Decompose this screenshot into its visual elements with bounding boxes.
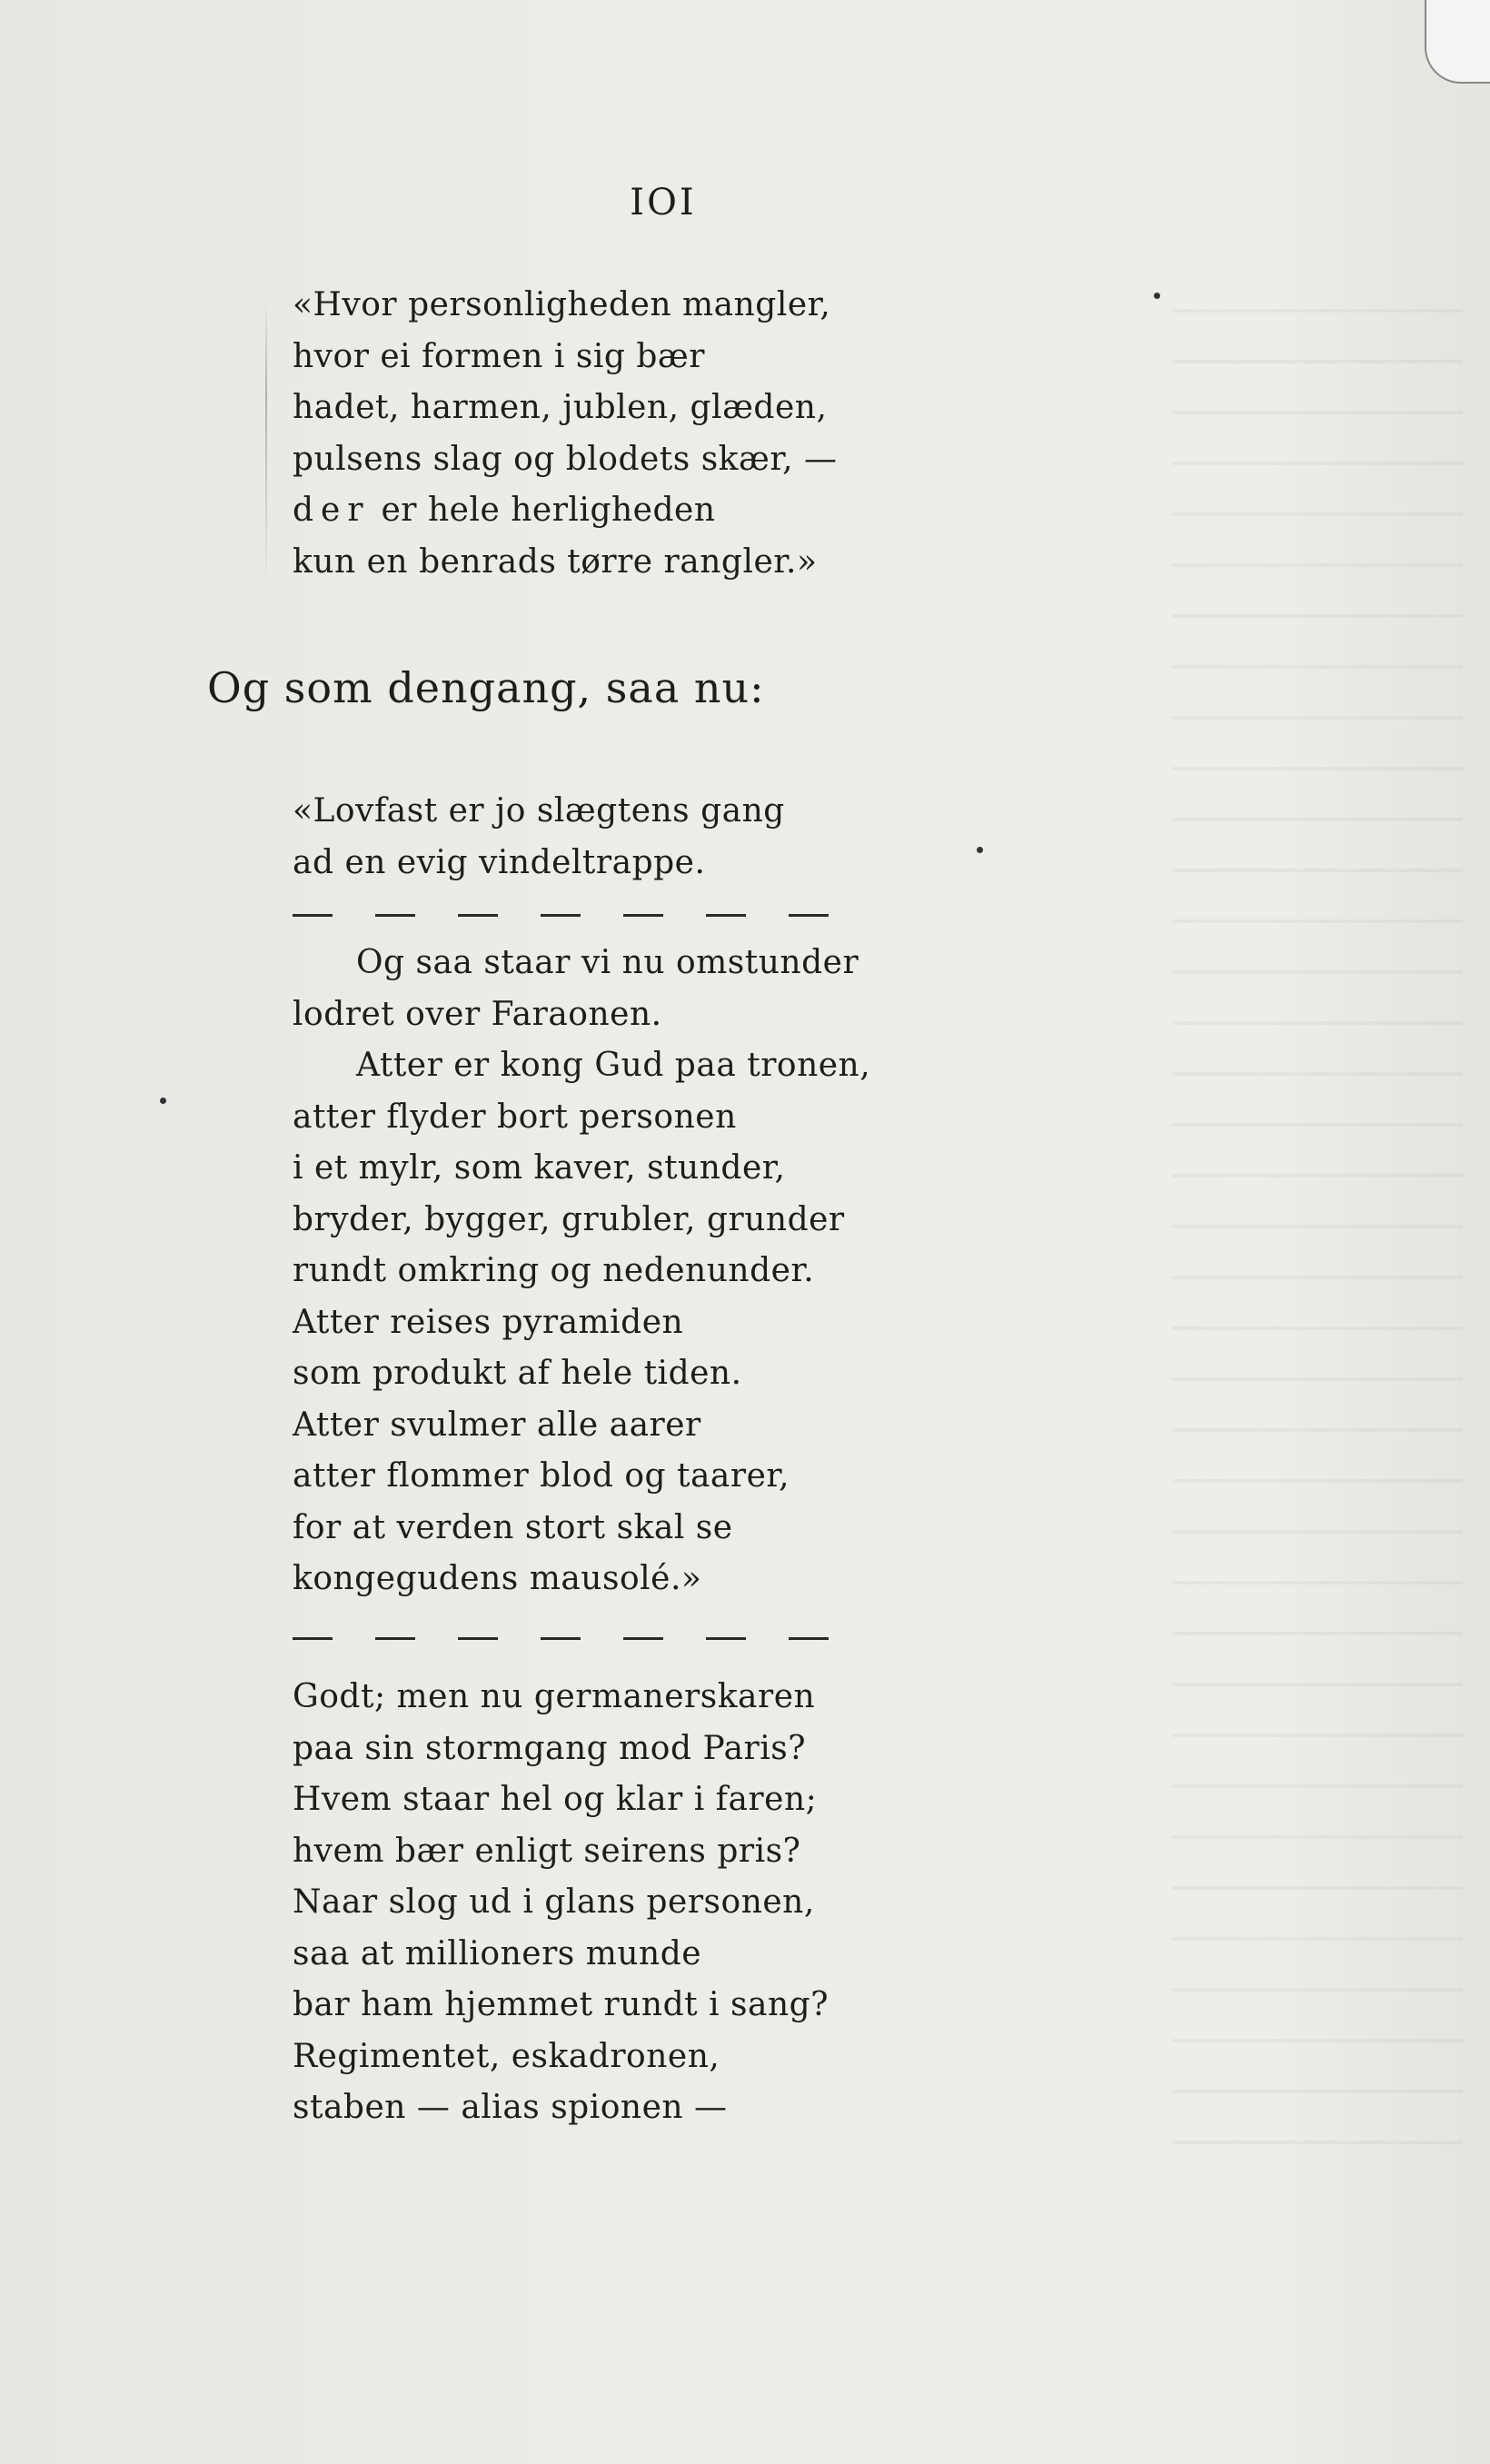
verse-line: pulsens slag og blodets skær, —: [293, 440, 838, 478]
verse-line: kun en benrads tørre rangler.»: [293, 542, 818, 581]
verse-line: Regimentet, eskadronen,: [293, 2037, 720, 2075]
verse-line: rundt omkring og nedenunder.: [293, 1252, 815, 1289]
ink-speck: [1154, 293, 1160, 299]
verse-line: hvor ei formen i sig bær: [293, 337, 705, 375]
verse-line: Godt; men nu germanerskaren: [293, 1678, 816, 1715]
dash-separator: [293, 1637, 829, 1641]
section-heading: Og som dengang, saa nu:: [207, 663, 765, 712]
dash: [706, 914, 746, 917]
verse-line: saa at millioners munde: [293, 1934, 702, 1972]
verse-line: for at verden stort skal se: [293, 1508, 733, 1546]
page-corner-fold: [1425, 0, 1490, 84]
dash: [293, 1637, 333, 1640]
verse-line: staben — alias spionen —: [293, 2089, 728, 2126]
verse-line: kongegudens mausolé.»: [293, 1560, 702, 1597]
verse-line: atter flyder bort personen: [293, 1098, 737, 1136]
verse-line: Og saa staar vi nu omstunder: [356, 944, 859, 981]
verse-line: Atter reises pyramiden: [293, 1303, 684, 1341]
dash: [789, 914, 829, 917]
ink-speck: [160, 1098, 166, 1104]
stanza-2: [293, 786, 785, 889]
page-number: IOI: [630, 182, 697, 224]
verse-line: «Hvor personligheden mangler,: [293, 286, 831, 323]
verse-line: paa sin stormgang mod Paris?: [293, 1729, 807, 1767]
ink-speck: [977, 847, 983, 853]
verse-line: bar ham hjemmet rundt i sang?: [293, 1986, 829, 2023]
dash: [623, 1637, 663, 1640]
verse-line: Hvem staar hel og klar i faren;: [293, 1781, 818, 1818]
stanza-4: [293, 1672, 829, 2134]
dash: [293, 914, 333, 917]
verse-line: Naar slog ud i glans personen,: [293, 1883, 815, 1921]
dash: [375, 1637, 415, 1640]
verse-line: ad en evig vindeltrappe.: [293, 843, 706, 881]
dash: [789, 1637, 829, 1640]
verse-line: «Lovfast er jo slægtens gang: [293, 792, 785, 830]
verse-line: hadet, harmen, jublen, glæden,: [293, 389, 828, 426]
verse-line: i et mylr, som kaver, stunder,: [293, 1149, 786, 1187]
dash: [706, 1637, 746, 1640]
stanza-1: [293, 280, 837, 588]
verse-line: lodret over Faraonen.: [293, 995, 662, 1033]
verse-line: hvem bær enligt seirens pris?: [293, 1832, 801, 1870]
verse-line: [293, 485, 837, 537]
dash: [541, 914, 581, 917]
verse-line: atter flommer blod og taarer,: [293, 1457, 790, 1495]
verse-line: som produkt af hele tiden.: [293, 1355, 742, 1392]
spaced-word: der: [293, 492, 371, 529]
dash: [458, 1637, 498, 1640]
verse-line: Atter svulmer alle aarer: [293, 1406, 701, 1444]
margin-pencil-mark: [265, 300, 267, 591]
dash: [623, 914, 663, 917]
dash: [375, 914, 415, 917]
verse-line: Atter er kong Gud paa tronen,: [356, 1047, 871, 1084]
verse-line: bryder, bygger, grubler, grunder: [293, 1200, 845, 1238]
show-through-text: [1172, 273, 1463, 2181]
dash: [541, 1637, 581, 1640]
dash: [458, 914, 498, 917]
stanza-3: [293, 938, 870, 1605]
dash-separator: [293, 914, 829, 918]
verse-line-rest: er hele herligheden: [370, 492, 716, 529]
